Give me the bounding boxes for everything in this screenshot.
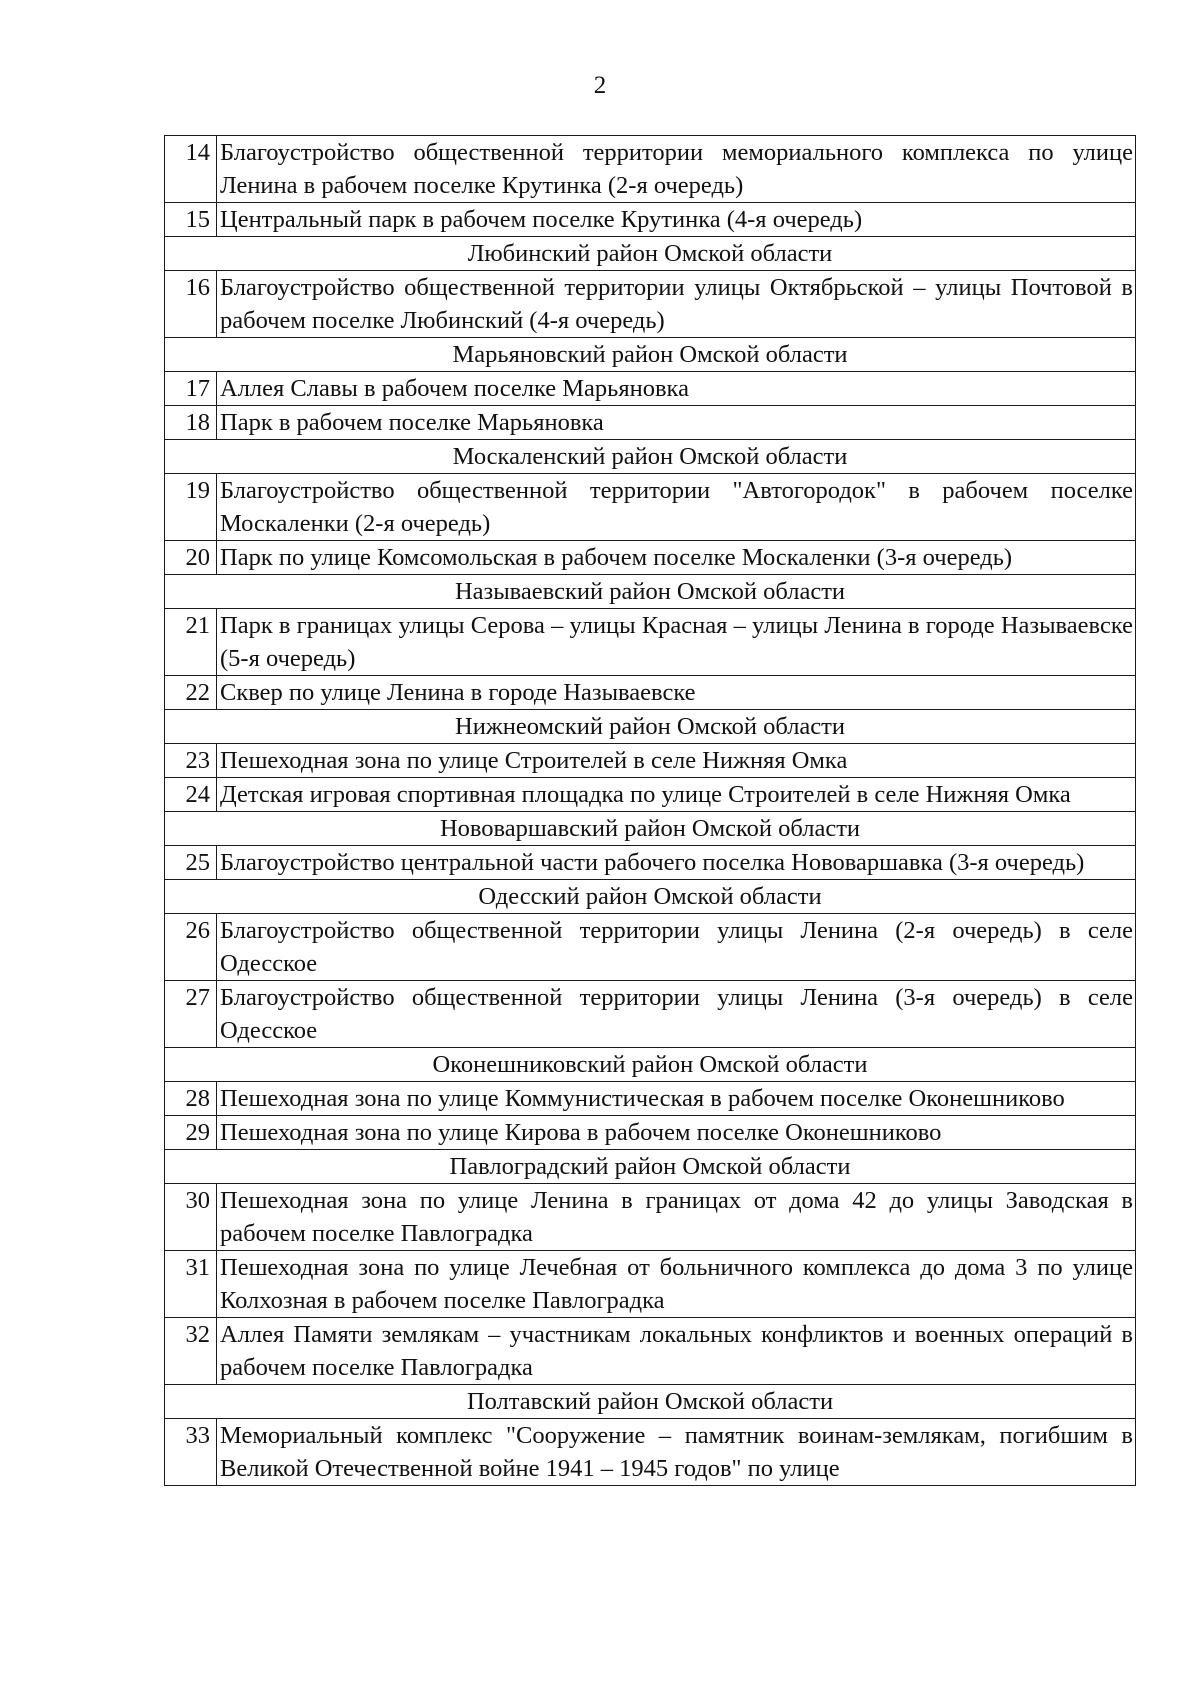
row-description: Благоустройство общественной территории улицы Ленина (3-я очередь) в селе Одесское	[217, 981, 1136, 1048]
district-header-row	[165, 237, 1136, 271]
page-number: 2	[593, 72, 607, 99]
district-header-row	[165, 1385, 1136, 1419]
table-row	[165, 1419, 1136, 1486]
district-header-row	[165, 1150, 1136, 1184]
row-number: 22	[165, 676, 217, 710]
row-description: Парк по улице Комсомольская в рабочем поселке Москаленки (3-я очередь)	[217, 541, 1136, 575]
table-row	[165, 271, 1136, 338]
row-number: 27	[165, 981, 217, 1048]
district-header-row	[165, 1048, 1136, 1082]
district-name: Называевский район Омской области	[165, 575, 1136, 609]
row-number: 15	[165, 203, 217, 237]
district-name: Полтавский район Омской области	[165, 1385, 1136, 1419]
row-description: Благоустройство общественной территории мемориального комплекса по улице Ленина в рабочем поселке Крутинка (2-я очередь)	[217, 136, 1136, 203]
row-number: 25	[165, 846, 217, 880]
district-header-row	[165, 440, 1136, 474]
district-name: Москаленский район Омской области	[165, 440, 1136, 474]
district-header-row	[165, 338, 1136, 372]
district-name: Оконешниковский район Омской области	[165, 1048, 1136, 1082]
district-header-row	[165, 880, 1136, 914]
table-row	[165, 136, 1136, 203]
row-number: 26	[165, 914, 217, 981]
table-row	[165, 1082, 1136, 1116]
table-row	[165, 744, 1136, 778]
row-description: Пешеходная зона по улице Коммунистическая в рабочем поселке Оконешниково	[217, 1082, 1136, 1116]
district-header-row	[165, 812, 1136, 846]
table-row	[165, 676, 1136, 710]
row-description: Пешеходная зона по улице Кирова в рабочем поселке Оконешниково	[217, 1116, 1136, 1150]
row-description: Центральный парк в рабочем поселке Крутинка (4-я очередь)	[217, 203, 1136, 237]
table-row	[165, 914, 1136, 981]
row-number: 30	[165, 1184, 217, 1251]
row-description: Пешеходная зона по улице Строителей в селе Нижняя Омка	[217, 744, 1136, 778]
row-number: 28	[165, 1082, 217, 1116]
row-description: Пешеходная зона по улице Лечебная от больничного комплекса до дома 3 по улице Колхозная в рабочем поселке Павлоградка	[217, 1251, 1136, 1318]
row-description: Сквер по улице Ленина в городе Называевске	[217, 676, 1136, 710]
table-row	[165, 846, 1136, 880]
table-row	[165, 406, 1136, 440]
row-description: Благоустройство общественной территории улицы Ленина (2-я очередь) в селе Одесское	[217, 914, 1136, 981]
row-number: 32	[165, 1318, 217, 1385]
territories-table	[164, 135, 1136, 1486]
table-row	[165, 474, 1136, 541]
row-number: 29	[165, 1116, 217, 1150]
table-row	[165, 1116, 1136, 1150]
table-row	[165, 1184, 1136, 1251]
district-name: Марьяновский район Омской области	[165, 338, 1136, 372]
district-name: Одесский район Омской области	[165, 880, 1136, 914]
row-number: 19	[165, 474, 217, 541]
row-description: Благоустройство общественной территории "Автогородок" в рабочем поселке Москаленки (2-я очередь)	[217, 474, 1136, 541]
row-description: Мемориальный комплекс "Сооружение – памятник воинам-землякам, погибшим в Великой Отечественной войне 1941 – 1945 годов" по улице	[217, 1419, 1136, 1486]
table-row	[165, 1251, 1136, 1318]
row-number: 24	[165, 778, 217, 812]
row-description: Парк в рабочем поселке Марьяновка	[217, 406, 1136, 440]
territories-table-body	[165, 136, 1136, 1486]
district-header-row	[165, 710, 1136, 744]
row-description: Пешеходная зона по улице Ленина в границах от дома 42 до улицы Заводская в рабочем поселке Павлоградка	[217, 1184, 1136, 1251]
district-name: Любинский район Омской области	[165, 237, 1136, 271]
row-description: Аллея Славы в рабочем поселке Марьяновка	[217, 372, 1136, 406]
row-description: Аллея Памяти землякам – участникам локальных конфликтов и военных операций в рабочем поселке Павлоградка	[217, 1318, 1136, 1385]
row-description: Благоустройство центральной части рабочего поселка Нововаршавка (3-я очередь)	[217, 846, 1136, 880]
district-name: Нововаршавский район Омской области	[165, 812, 1136, 846]
row-description: Благоустройство общественной территории улицы Октябрьской – улицы Почтовой в рабочем поселке Любинский (4-я очередь)	[217, 271, 1136, 338]
table-row	[165, 203, 1136, 237]
table-row	[165, 372, 1136, 406]
row-number: 31	[165, 1251, 217, 1318]
row-number: 33	[165, 1419, 217, 1486]
table-row	[165, 609, 1136, 676]
row-number: 17	[165, 372, 217, 406]
row-number: 14	[165, 136, 217, 203]
row-description: Детская игровая спортивная площадка по улице Строителей в селе Нижняя Омка	[217, 778, 1136, 812]
row-number: 23	[165, 744, 217, 778]
table-row	[165, 981, 1136, 1048]
table-row	[165, 1318, 1136, 1385]
row-description: Парк в границах улицы Серова – улицы Красная – улицы Ленина в городе Называевске (5-я очередь)	[217, 609, 1136, 676]
district-name: Павлоградский район Омской области	[165, 1150, 1136, 1184]
row-number: 18	[165, 406, 217, 440]
district-header-row	[165, 575, 1136, 609]
table-row	[165, 541, 1136, 575]
table-row	[165, 778, 1136, 812]
row-number: 21	[165, 609, 217, 676]
row-number: 20	[165, 541, 217, 575]
district-name: Нижнеомский район Омской области	[165, 710, 1136, 744]
row-number: 16	[165, 271, 217, 338]
